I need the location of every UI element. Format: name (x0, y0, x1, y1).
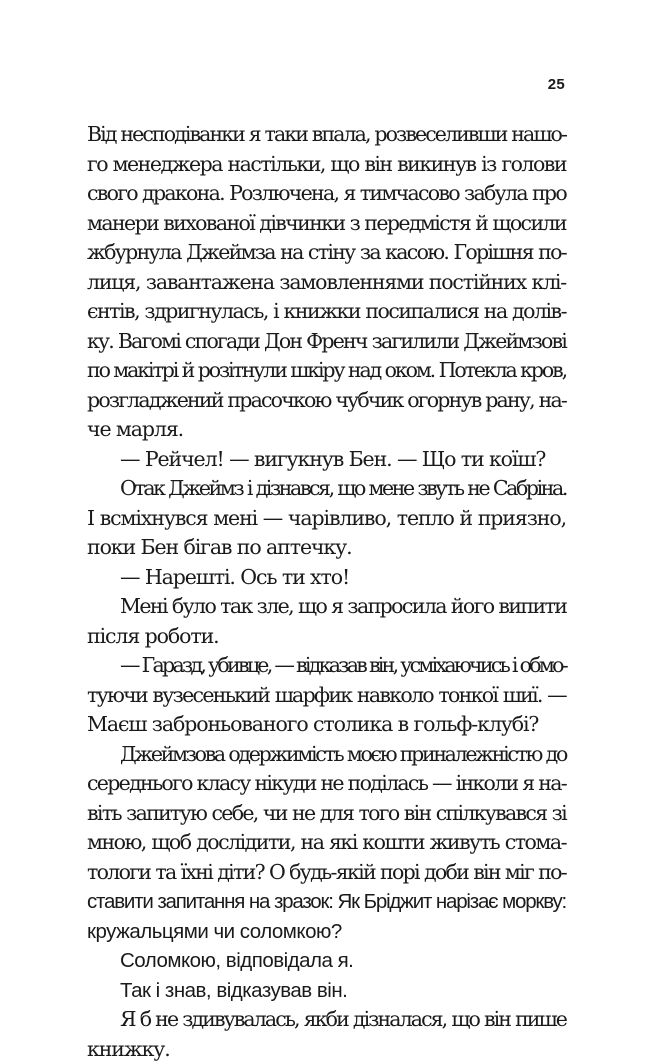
text-line: Від несподіванки я таки впала, розвеселивши нашо- (87, 120, 566, 150)
text-line: — Нарешті. Ось ти хто! (87, 563, 566, 593)
text-line: свого дракона. Розлючена, я тимчасово забула про (87, 179, 566, 209)
text-line: тологи та їхні діти? О будь-якій порі доби він міг по- (87, 858, 566, 888)
text-line: Соломкою, відповідала я. (87, 946, 566, 976)
text-line: книжку. (87, 1035, 566, 1064)
text-line: І всміхнувся мені — чарівливо, тепло й приязно, (87, 504, 566, 534)
text-line: Отак Джеймз і дізнався, що мене звуть не Сабріна. (87, 474, 566, 504)
text-line: по макітрі й розітнули шкіру над оком. Потекла кров, (87, 356, 566, 386)
text-line: після роботи. (87, 622, 566, 652)
body-text (87, 120, 566, 1064)
text-line: жбурнула Джеймза на стіну за касою. Горішня по- (87, 238, 566, 268)
text-line: Джеймзова одержимість моєю приналежністю до (87, 740, 566, 770)
text-line: Мені було так зле, що я запросила його випити (87, 592, 566, 622)
text-line: кружальцями чи соломкою? (87, 917, 566, 947)
text-line: — Рейчел! — вигукнув Бен. — Що ти коїш? (87, 445, 566, 475)
page-number: 25 (548, 76, 565, 93)
text-line: туючи вузесенький шарфик навколо тонкої шиї. — (87, 681, 566, 711)
text-line: го менеджера настільки, що він викинув із голови (87, 150, 566, 180)
text-line: віть запитую себе, чи не для того він спілкувався зі (87, 799, 566, 829)
text-line: розгладжений прасочкою чубчик огорнув рану, на- (87, 386, 566, 416)
text-line: манери вихованої дівчинки з передмістя й щосили (87, 209, 566, 239)
text-line: єнтів, здригнулась, і книжки посипалися на долів- (87, 297, 566, 327)
text-line: — Гаразд, убивце, — відказав він, усміхаючись і обмо- (87, 651, 566, 681)
text-line: лиця, завантажена замовленнями постійних клі- (87, 268, 566, 298)
text-line: че марля. (87, 415, 566, 445)
text-line: Я б не здивувалась, якби дізналася, що він пише (87, 1005, 566, 1035)
text-line: поки Бен бігав по аптечку. (87, 533, 566, 563)
text-line: середнього класу нікуди не поділась — інколи я на- (87, 769, 566, 799)
text-line: мною, щоб дослідити, на які кошти живуть стома- (87, 828, 566, 858)
text-line: Так і знав, відказував він. (87, 976, 566, 1006)
text-line: ку. Вагомі спогади Дон Френч загилили Джеймзові (87, 327, 566, 357)
text-line: ставити запитання на зразок: Як Бріджит нарізає моркву: (87, 887, 566, 917)
text-line: Маєш заброньованого столика в гольф-клубі? (87, 710, 566, 740)
